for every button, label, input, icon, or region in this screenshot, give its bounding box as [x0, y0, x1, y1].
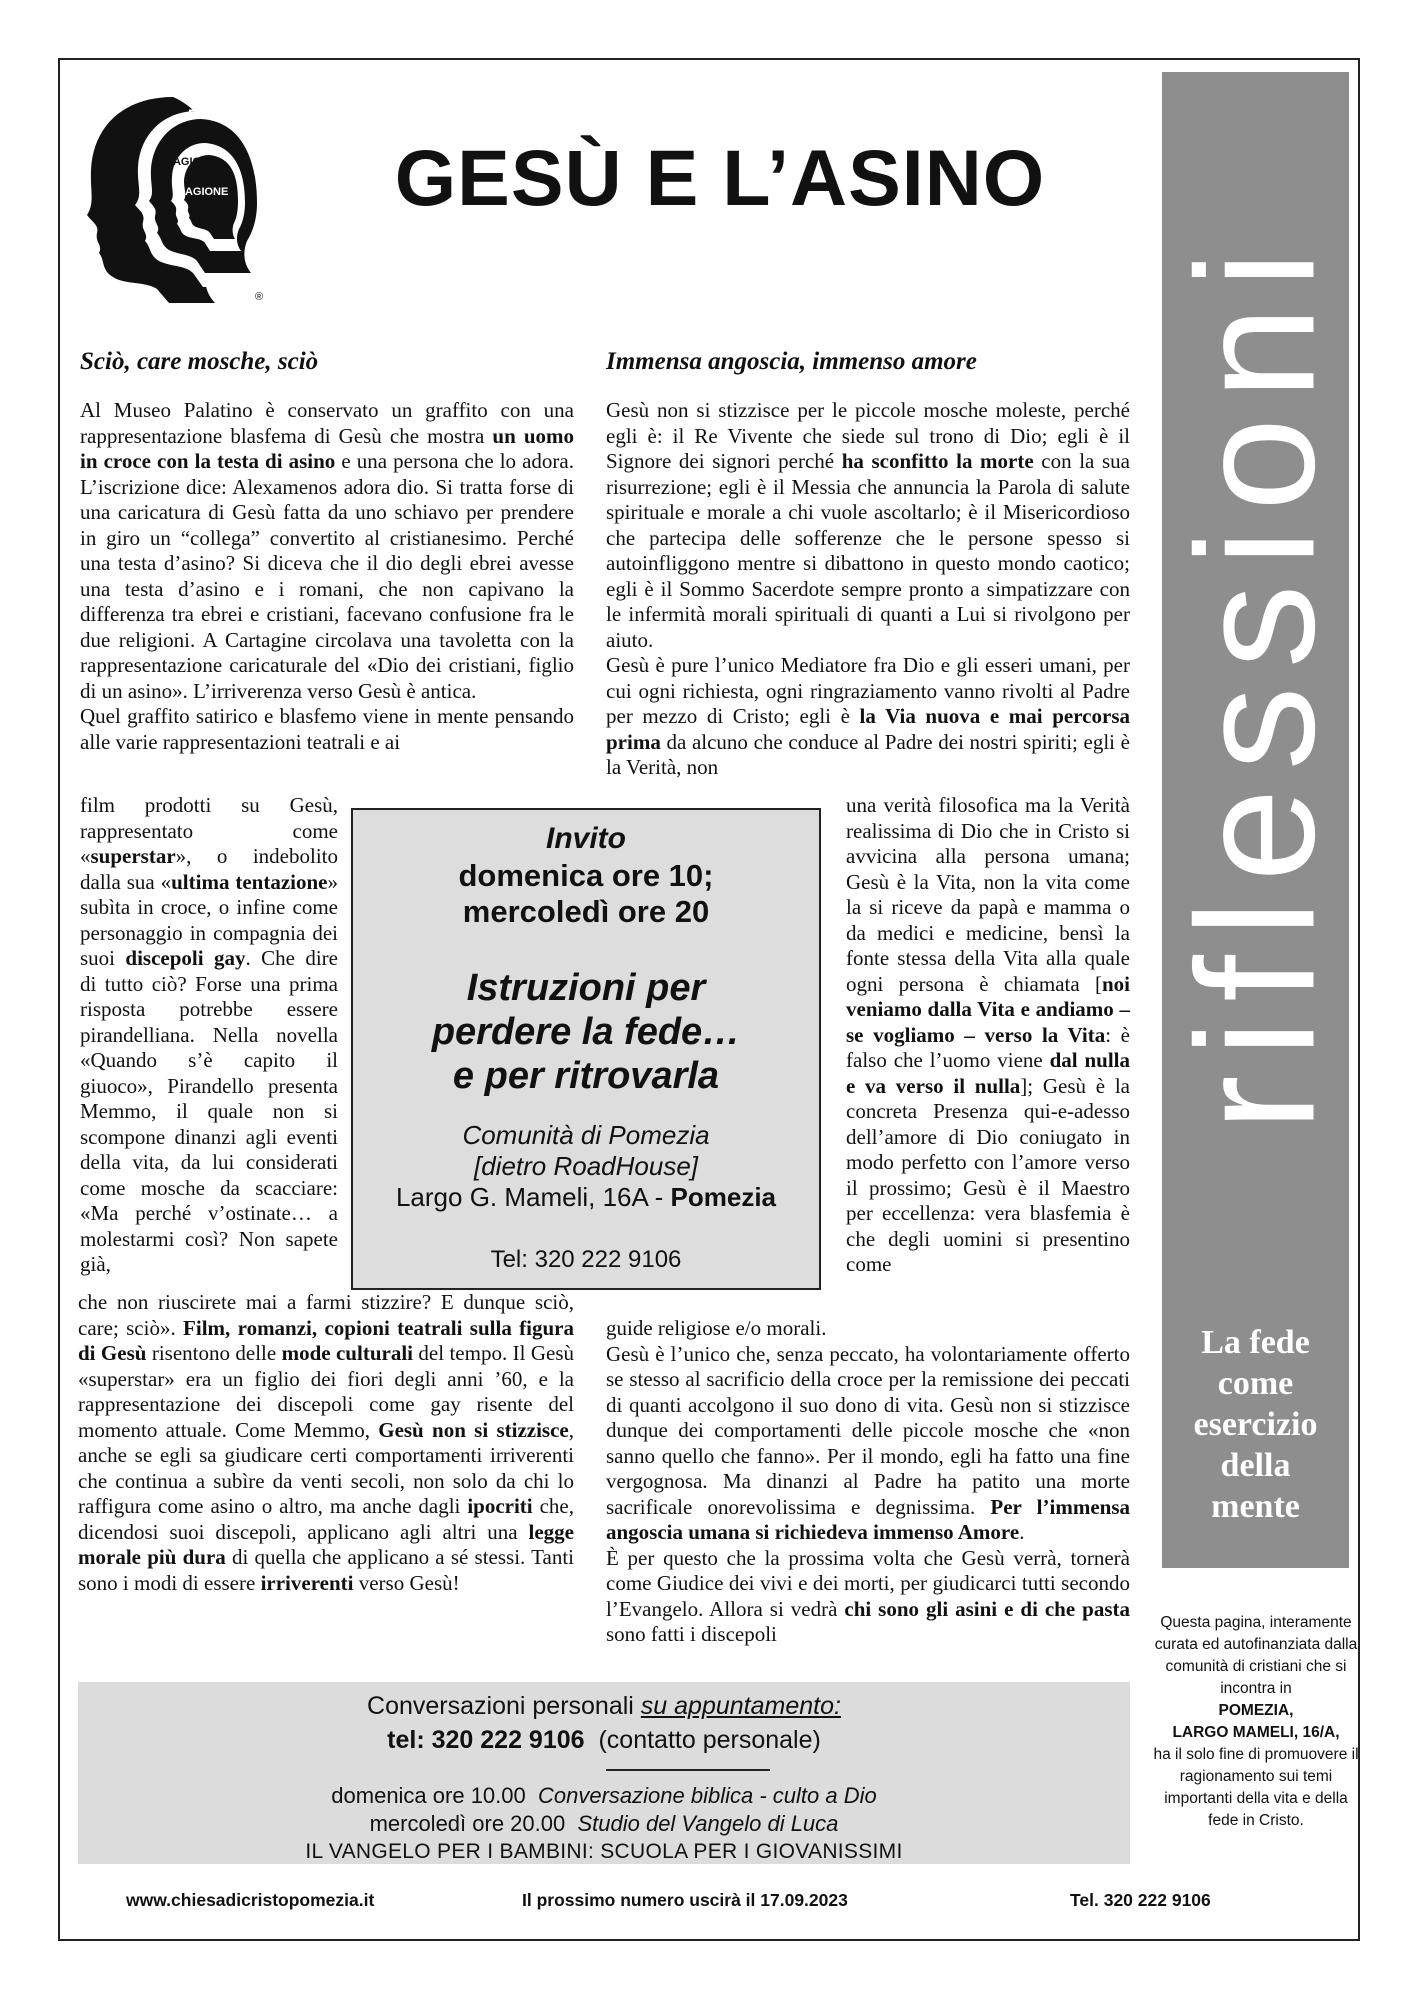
sidebar-banner: [1162, 72, 1349, 1568]
paragraph: Gesù è l’unico che, senza peccato, ha volontariamente offerto se stesso al sacrificio della croce per la remissione dei peccati di quanti accolgono il suo dono di vita. Gesù non si stizzisce dunque dei comportamenti delle piccole mosche che «non sanno quello che fanno». Per il mondo, egli ha fatto una fine vergognosa. Ma dinanzi al Padre ha patito una morte sacrificale onorevolissima e degnissima. Per l’immensa angoscia umana si richiedeva immenso Amore.: [606, 1341, 1130, 1544]
note-text: ha il solo fine di promuovere il ragionamento sui temi importanti della vita e della fede in Cristo.: [1153, 1746, 1359, 1829]
logo: [85, 95, 270, 305]
caption-line: esercizio: [1193, 1406, 1318, 1443]
caption-line: della: [1220, 1447, 1291, 1484]
sidebar-word: riflessioni: [1161, 232, 1349, 1132]
conversations-line: Conversazioni personali su appuntamento:: [367, 1692, 841, 1720]
left-column-top: [80, 398, 574, 755]
invite-address: Largo G. Mameli, 16A - Pomezia: [395, 1182, 777, 1212]
logo-word-3: RAGIONE: [177, 186, 229, 198]
invite-label: Invito: [546, 822, 626, 855]
invite-time: domenica ore 10;: [458, 858, 714, 893]
note-city: POMEZIA,: [1218, 1702, 1294, 1719]
right-column-wrap: una verità filosofica ma la Verità realissima di Dio che in Cristo si avvicina alla persona umana; Gesù è la Vita, non la vita come la si riceve da papà e mamma o da medici e medicine, bensì la fonte stessa della Vita alla quale ogni persona è chiamata [noi veniamo dalla Vita e andiamo – se vogliamo – verso la Vita: è falso che l’uomo viene dal nulla e va verso il nulla]; Gesù è la concreta Presenza qui-e-adesso dell’amore di Dio coniugato in modo perfetto con l’amore verso il prossimo; Gesù è il Maestro per eccellenza: vera blasfemia è che degli uomini si presentino come: [846, 793, 1131, 1276]
invite-event-title: [353, 966, 819, 1098]
invite-tel: Tel: 320 222 9106: [490, 1246, 682, 1273]
phone-line: tel: 320 222 9106 (contatto personale): [387, 1726, 821, 1754]
invite-time: mercoledì ore 20: [462, 894, 710, 929]
left-heading: Sciò, care mosche, sciò: [80, 348, 319, 375]
invite-place: [353, 1120, 819, 1213]
caption-line: mente: [1211, 1488, 1300, 1525]
right-heading: Immensa angoscia, immenso amore: [606, 348, 977, 375]
note-text: Questa pagina, interamente curata ed autofinanziata dalla comunità di cristiani che si incontra in: [1154, 1614, 1358, 1697]
right-column-top: [606, 398, 1130, 781]
schedule: [78, 1782, 1130, 1838]
logo-word-4: FEDE: [193, 215, 218, 225]
place-line: [dietro RoadHouse]: [473, 1151, 699, 1181]
note-address: LARGO MAMELI, 16/A,: [1172, 1724, 1340, 1741]
paragraph: Gesù non si stizzisce per le piccole mosche moleste, perché egli è: il Re Vivente che siede sul trono di Dio; egli è il Signore dei signori perché ha sconfitto la morte con la sua risurrezione; egli è il Messia che annuncia la Parola di salute spirituale e morale a chi vuole ascoltarlo; è il Misericordioso che partecipa delle sofferenze che le persone spesso si autoinfliggono mentre si dibattono in questo mondo caotico; egli è il Sommo Sacerdote sempre pronto a simpatizzare con le infermità morali spirituali di quanti a Lui si rivolgono per aiuto.: [606, 398, 1130, 652]
sidebar-note: [1148, 1612, 1364, 1832]
left-column-bottom: che non riuscirete mai a farmi stizzire? E dunque sciò, care; sciò». Film, romanzi, copioni teatrali sulla figura di Gesù risentono delle mode culturali del tempo. Il Gesù «superstar» era un figlio dei fiori degli anni ’60, e la rappresentazione dei discepoli come gay risente del momento attuale. Come Memmo, Gesù non si stizzisce, anche se egli sa giudicare certi comportamenti irriverenti che continua a subìre da venti secoli, non solo da chi lo raffigura come asino o altro, ma anche dagli ipocriti che, dicendosi suoi discepoli, applicano agli altri una legge morale più dura di quella che applicano a sé stessi. Tanti sono i modi di essere irriverenti verso Gesù!: [78, 1290, 574, 1595]
logo-word-2: RAGIONE: [165, 156, 217, 168]
next-issue-note: Il prossimo numero uscirà il 17.09.2023: [522, 1890, 848, 1910]
event-line: e per ritrovarla: [452, 1055, 720, 1097]
phone-number: tel: 320 222 9106: [387, 1726, 585, 1754]
caption-line: come: [1217, 1365, 1294, 1402]
sidebar-caption: [1162, 1322, 1349, 1527]
event-line: perdere la fede…: [431, 1011, 741, 1053]
paragraph: Gesù è pure l’unico Mediatore fra Dio e gli esseri umani, per cui ogni richiesta, ogni ringraziamento vanno rivolti al Padre per mezzo di Cristo; egli è la Via nuova e mai percorsa prima da alcuno che conduce al Padre dei nostri spiriti; egli è la Verità, non: [606, 653, 1130, 779]
invite-times: [353, 858, 819, 930]
footer-phone: Tel. 320 222 9106: [1070, 1890, 1211, 1910]
paragraph: È per questo che la prossima volta che Gesù verrà, tornerà come Giudice dei vivi e dei morti, per giudicarci tutti secondo l’Evangelo. Allora si vedrà chi sono gli asini e di che pasta sono fatti i discepoli: [606, 1545, 1130, 1646]
registered-mark: ®: [255, 291, 264, 303]
place-line: Comunità di Pomezia: [462, 1120, 710, 1150]
paragraph: Quel graffito satirico e blasfemo viene in mente pensando alle varie rappresentazioni teatrali e ai: [80, 704, 574, 754]
contact-box: [78, 1682, 1130, 1864]
website-link[interactable]: www.chiesadicristopomezia.it: [126, 1890, 375, 1910]
page-title: GESÙ E L’ASINO: [394, 133, 1046, 222]
logo-word-1: FEDE: [188, 106, 226, 122]
kids-school-line: IL VANGELO PER I BAMBINI: SCUOLA PER I GIOVANISSIMI: [305, 1840, 903, 1863]
divider: [606, 1769, 770, 1771]
invitation-box: [351, 808, 821, 1290]
right-column-bottom: [606, 1316, 1130, 1648]
schedule-row: mercoledì ore 20.00 Studio del Vangelo di Luca: [369, 1811, 839, 1836]
paragraph: guide religiose e/o morali.: [606, 1316, 827, 1340]
caption-line: La fede: [1201, 1324, 1310, 1361]
schedule-row: domenica ore 10.00 Conversazione biblica - culto a Dio: [331, 1783, 877, 1808]
left-column-wrap: film prodotti su Gesù, rappresentato come «superstar», o indebolito dalla sua «ultima tentazione» subìta in croce, o infine come personaggio in compagnia dei suoi discepoli gay. Che dire di tutto ciò? Forse una prima risposta potrebbe essere pirandelliana. Nella novella «Quando s’è capito il giuoco», Pirandello presenta Memmo, il quale non si scompone dinanzi agli eventi della vita, da lui considerati come mosche da scacciare: «Ma perché v’ostinate… a molestarmi così? Non sapete già,: [80, 793, 338, 1276]
paragraph: Al Museo Palatino è conservato un graffito con una rappresentazione blasfema di Gesù che mostra un uomo in croce con la testa di asino e una persona che lo adora. L’iscrizione dice: Alexamenos adora dio. Si tratta forse di una caricatura di Gesù fatta da uno schiavo per prendere in giro un “collega” convertito al cristianesimo. Perché una testa d’asino? Si diceva che il dio degli ebrei avesse una testa d’asino e i romani, che non capivano la differenza tra ebrei e cristiani, facevano confusione fra le due religioni. A Cartagine circolava una tavoletta con la rappresentazione caricaturale del «Dio dei cristiani, figlio di un asino». L’irriverenza verso Gesù è antica.: [80, 398, 575, 703]
event-line: Istruzioni per: [466, 967, 706, 1009]
